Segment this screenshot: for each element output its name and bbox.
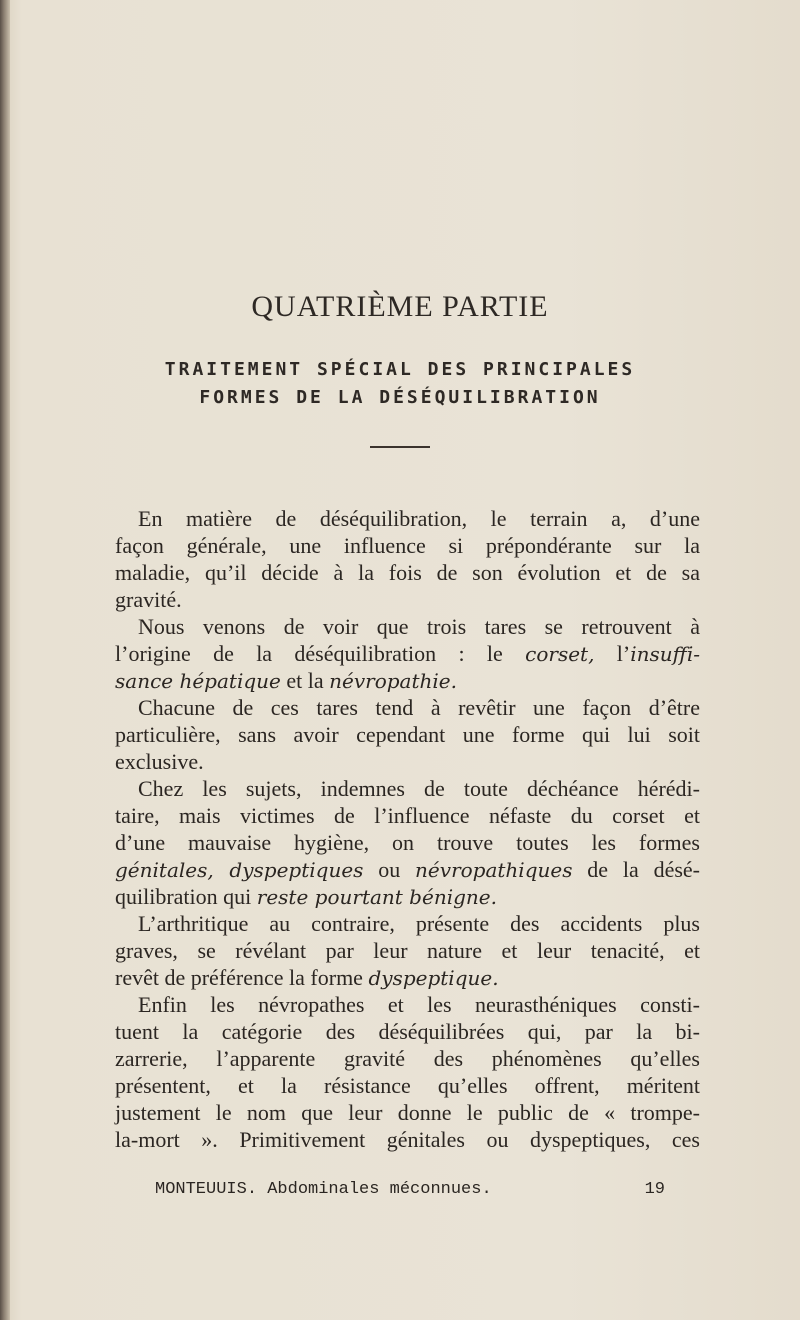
text-line xyxy=(115,694,700,721)
text-segment: présentent, et la résistance qu’elles offrent, méritent xyxy=(115,1073,700,1098)
text-line xyxy=(115,1045,700,1072)
text-line xyxy=(115,667,700,694)
text-segment: ou xyxy=(363,857,416,882)
text-segment: l’origine de la déséquilibration : le xyxy=(115,641,526,666)
body-text xyxy=(115,505,700,1153)
text-line xyxy=(115,1018,700,1045)
text-line xyxy=(115,748,700,775)
page-number: 19 xyxy=(644,1180,665,1199)
text-line xyxy=(115,991,700,1018)
text-segment: l’ xyxy=(594,641,631,666)
text-segment: gravité. xyxy=(115,587,182,612)
text-line xyxy=(115,532,700,559)
italic-text: névropathiques xyxy=(415,858,573,882)
text-segment: maladie, qu’il décide à la fois de son évolution et de sa xyxy=(115,560,700,585)
text-segment: d’une mauvaise hygiène, on trouve toutes les formes xyxy=(115,830,700,855)
page-footer xyxy=(155,1180,665,1199)
text-segment: taire, mais victimes de l’influence néfaste du corset et xyxy=(115,803,700,828)
text-line xyxy=(115,613,700,640)
subtitle-line-1: TRAITEMENT SPÉCIAL DES PRINCIPALES xyxy=(164,359,636,380)
text-line xyxy=(115,721,700,748)
text-line xyxy=(115,964,700,991)
text-line xyxy=(115,1099,700,1126)
text-line xyxy=(115,937,700,964)
subtitle-line-2: FORMES DE LA DÉSÉQUILIBRATION xyxy=(199,387,601,408)
text-segment: L’arthritique au contraire, présente des accidents plus xyxy=(138,911,700,936)
text-line xyxy=(115,775,700,802)
italic-text: insuffi- xyxy=(630,642,700,666)
text-segment: revêt de préférence la forme xyxy=(115,965,369,990)
text-segment: graves, se révélant par leur nature et leur tenacité, et xyxy=(115,938,700,963)
text-segment: Chez les sujets, indemnes de toute déchéance hérédi- xyxy=(138,776,700,801)
text-line xyxy=(115,829,700,856)
text-segment: justement le nom que leur donne le public de « trompe- xyxy=(115,1100,700,1125)
text-line xyxy=(115,883,700,910)
text-segment: et la xyxy=(280,668,330,693)
text-segment: de la désé- xyxy=(572,857,700,882)
text-segment: En matière de déséquilibration, le terrain a, d’une xyxy=(138,506,700,531)
text-line xyxy=(115,1072,700,1099)
section-rule xyxy=(370,446,430,448)
italic-text: corset, xyxy=(525,642,595,666)
text-segment: façon générale, une influence si prépondérante sur la xyxy=(115,533,700,558)
text-line xyxy=(115,910,700,937)
text-segment: tuent la catégorie des déséquilibrées qui, par la bi- xyxy=(115,1019,700,1044)
text-line xyxy=(115,559,700,586)
italic-text: sance hépatique xyxy=(115,669,281,693)
footer-signature: MONTEUUIS. Abdominales méconnues. xyxy=(155,1180,492,1199)
text-segment: quilibration qui xyxy=(115,884,257,909)
text-segment: zarrerie, l’apparente gravité des phénomènes qu’elles xyxy=(115,1046,700,1071)
text-line xyxy=(115,640,700,667)
text-segment: Nous venons de voir que trois tares se retrouvent à xyxy=(138,614,700,639)
text-line xyxy=(115,1126,700,1153)
text-line xyxy=(115,505,700,532)
part-title: QUATRIÈME PARTIE xyxy=(251,290,549,323)
text-line xyxy=(115,586,700,613)
text-line xyxy=(115,802,700,829)
text-segment: la-mort ». Primitivement génitales ou dyspeptiques, ces xyxy=(115,1127,700,1152)
text-segment: Chacune de ces tares tend à revêtir une façon d’être xyxy=(138,695,700,720)
text-line xyxy=(115,856,700,883)
text-segment: particulière, sans avoir cependant une forme qui lui soit xyxy=(115,722,700,747)
text-segment: Enfin les névropathes et les neurasthéniques consti- xyxy=(138,992,700,1017)
text-segment: exclusive. xyxy=(115,749,204,774)
chapter-subtitle xyxy=(0,356,800,412)
italic-text: névropathie. xyxy=(329,669,457,693)
italic-text: reste pourtant bénigne. xyxy=(256,885,497,909)
page-gutter xyxy=(0,0,10,1320)
italic-text: génitales, dyspeptiques xyxy=(115,858,364,882)
italic-text: dyspeptique. xyxy=(368,966,499,990)
